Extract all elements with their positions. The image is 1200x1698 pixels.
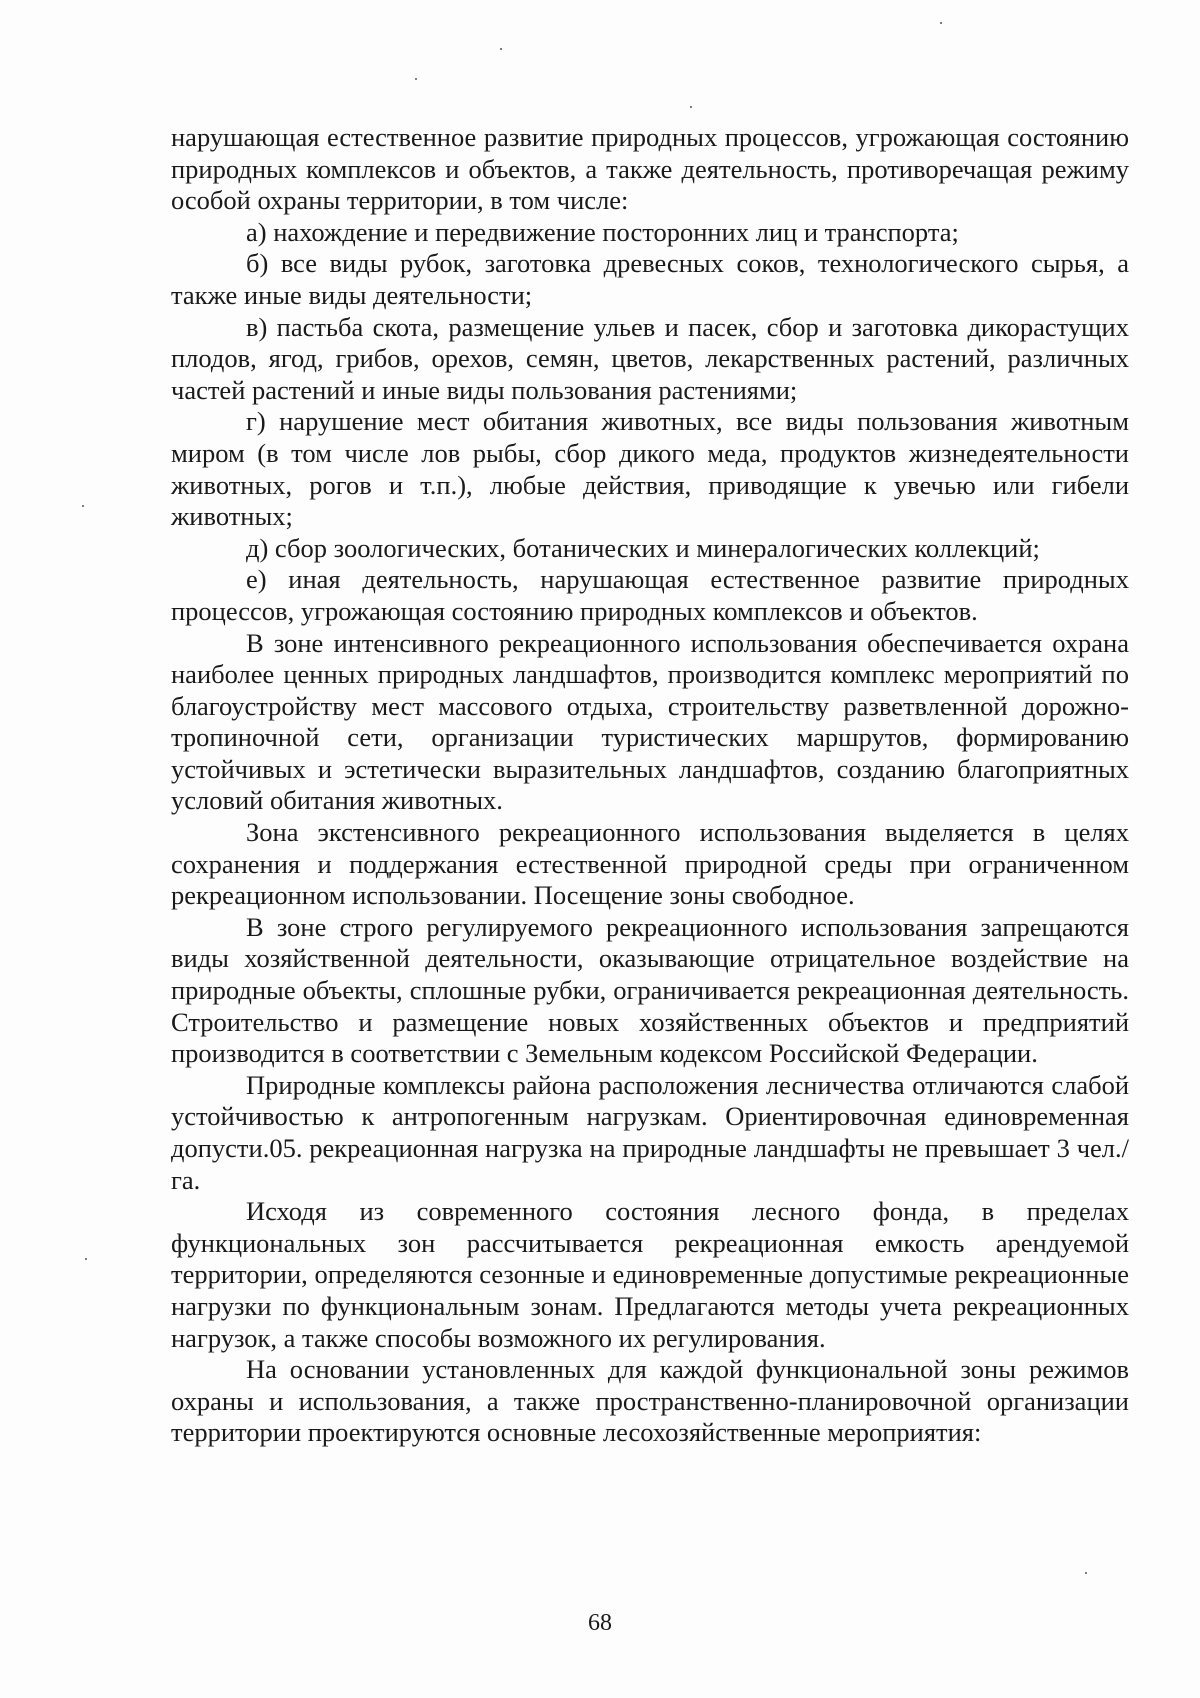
scan-speck	[1085, 1572, 1087, 1574]
scan-speck	[940, 22, 942, 24]
list-item-e: е) иная деятельность, нарушающая естественное развитие природных процессов, угрожающая состоянию природных комплексов и объектов.	[171, 564, 1129, 626]
scan-speck	[415, 78, 417, 80]
scan-speck	[85, 1258, 87, 1260]
paragraph: В зоне интенсивного рекреационного использования обеспечивается охрана наиболее ценных природных ландшафтов, производится комплекс мероприятий по благоустройству мест массового отдыха, строительству разветвленной дорожно-тропиночной сети, организации туристических маршрутов, формированию устойчивых и эстетически выразительных ландшафтов, созданию благоприятных условий обитания животных.	[171, 627, 1129, 816]
scan-speck	[500, 48, 502, 50]
document-body	[171, 122, 1129, 1449]
paragraph: На основании установленных для каждой функциональной зоны режимов охраны и использования, а также пространственно-планировочной организации территории проектируются основные лесохозяйственные мероприятия:	[171, 1354, 1129, 1448]
scan-speck	[690, 106, 692, 108]
list-item-a: а) нахождение и передвижение посторонних лиц и транспорта;	[246, 216, 959, 247]
paragraph: Исходя из современного состояния лесного фонда, в пределах функциональных зон рассчитывается рекреационная емкость арендуемой территории, определяются сезонные и единовременные допустимые рекреационные нагрузки по функциональным зонам. Предлагаются методы учета рекреационных нагрузок, а также способы возможного их регулирования.	[171, 1196, 1129, 1353]
list-item-b: б) все виды рубок, заготовка древесных соков, технологического сырья, а также иные виды деятельности;	[171, 248, 1129, 310]
scan-speck	[82, 505, 84, 507]
paragraph: В зоне строго регулируемого рекреационного использования запрещаются виды хозяйственной деятельности, оказывающие отрицательное воздействие на природные объекты, сплошные рубки, ограничивается рекреационная деятельность. Строительство и размещение новых хозяйственных объектов и предприятий производится в соответствии с Земельным кодексом Российской Федерации.	[171, 911, 1129, 1069]
paragraph: нарушающая естественное развитие природных процессов, угрожающая состоянию природных комплексов и объектов, а также деятельность, противоречащая режиму особой охраны территории, в том числе:	[171, 122, 1129, 216]
list-item-g: г) нарушение мест обитания животных, все виды пользования животным миром (в том числе лов рыбы, сбор дикого меда, продуктов жизнедеятельности животных, рогов и т.п.), любые действия, приводящие к увечью или гибели животных;	[171, 406, 1129, 532]
paragraph: Природные комплексы района расположения лесничества отличаются слабой устойчивостью к антропогенным нагрузкам. Ориентировочная единовременная допусти.05. рекреационная нагрузка на природные ландшафты не превышает 3 чел./га.	[171, 1069, 1129, 1195]
paragraph: Зона экстенсивного рекреационного использования выделяется в целях сохранения и поддержания естественной природной среды при ограниченном рекреационном использовании. Посещение зоны свободное.	[171, 817, 1129, 911]
list-item-v: в) пастьба скота, размещение ульев и пасек, сбор и заготовка дикорастущих плодов, ягод, грибов, орехов, семян, цветов, лекарственных растений, различных частей растений и иные виды пользования растениями;	[171, 311, 1129, 405]
list-item-d: д) сбор зоологических, ботанических и минералогических коллекций;	[246, 532, 1040, 563]
page-number: 68	[588, 1610, 612, 1636]
